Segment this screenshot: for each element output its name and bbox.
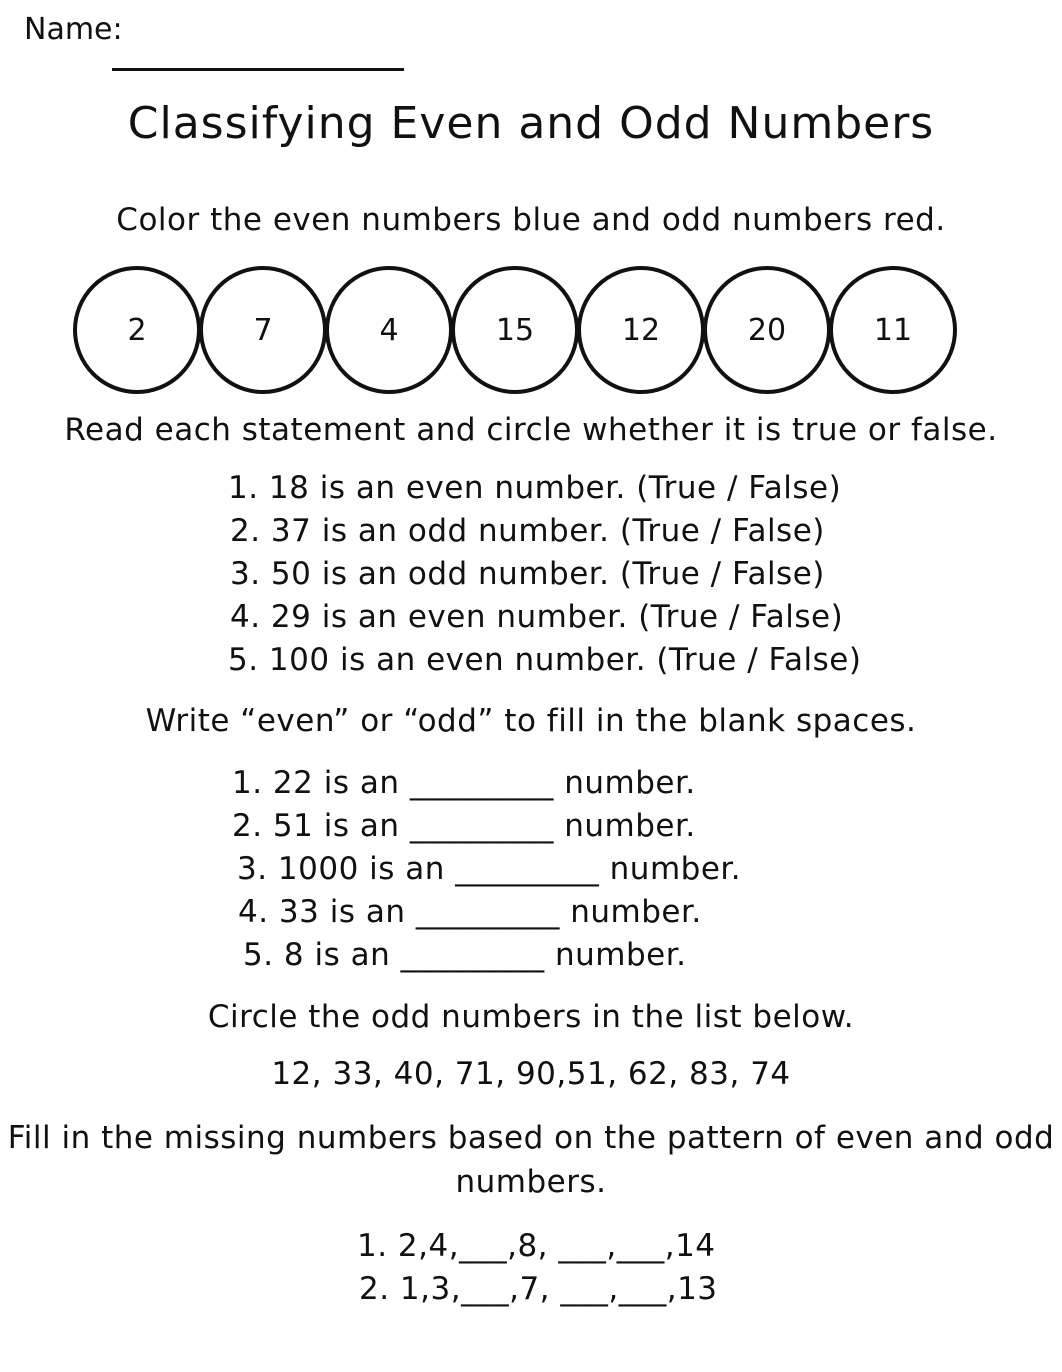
number-circle[interactable]: 12 — [577, 266, 705, 394]
fill-blank-item[interactable]: 5. 8 is an _________ number. — [243, 937, 687, 973]
true-false-statement[interactable]: 1. 18 is an even number. (True / False) — [228, 470, 842, 506]
true-false-statement[interactable]: 4. 29 is an even number. (True / False) — [230, 599, 844, 635]
pattern-instruction: Fill in the missing numbers based on the pattern of even and odd — [7, 1120, 1055, 1156]
number-circle[interactable]: 7 — [199, 266, 327, 394]
fill-blank-item[interactable]: 1. 22 is an _________ number. — [232, 765, 696, 801]
color-instruction: Color the even numbers blue and odd numbers red. — [116, 202, 946, 238]
number-circle[interactable]: 20 — [703, 266, 831, 394]
pattern-item[interactable]: 1. 2,4,___,8, ___,___,14 — [357, 1228, 716, 1264]
page-title: Classifying Even and Odd Numbers — [127, 98, 935, 149]
name-label: Name: — [24, 12, 123, 47]
number-circle[interactable]: 4 — [325, 266, 453, 394]
name-blank-line[interactable] — [112, 68, 404, 71]
number-circle[interactable]: 11 — [829, 266, 957, 394]
fill-blank-item[interactable]: 3. 1000 is an _________ number. — [237, 851, 742, 887]
true-false-statement[interactable]: 2. 37 is an odd number. (True / False) — [230, 513, 825, 549]
true-false-instruction: Read each statement and circle whether it is true or false. — [64, 412, 998, 448]
fill-blank-item[interactable]: 2. 51 is an _________ number. — [232, 808, 696, 844]
fill-blank-item[interactable]: 4. 33 is an _________ number. — [238, 894, 702, 930]
circle-odd-instruction: Circle the odd numbers in the list below. — [207, 999, 855, 1035]
true-false-statement[interactable]: 3. 50 is an odd number. (True / False) — [230, 556, 825, 592]
true-false-statement[interactable]: 5. 100 is an even number. (True / False) — [228, 642, 862, 678]
fill-blank-instruction: Write “even” or “odd” to fill in the blank spaces. — [145, 703, 917, 739]
number-circle[interactable]: 15 — [451, 266, 579, 394]
number-circles — [73, 266, 955, 392]
odd-number-list[interactable]: 12, 33, 40, 71, 90,51, 62, 83, 74 — [271, 1056, 791, 1092]
pattern-item[interactable]: 2. 1,3,___,7, ___,___,13 — [359, 1271, 718, 1307]
number-circle[interactable]: 2 — [73, 266, 201, 394]
pattern-instruction-continued: numbers. — [455, 1164, 607, 1200]
